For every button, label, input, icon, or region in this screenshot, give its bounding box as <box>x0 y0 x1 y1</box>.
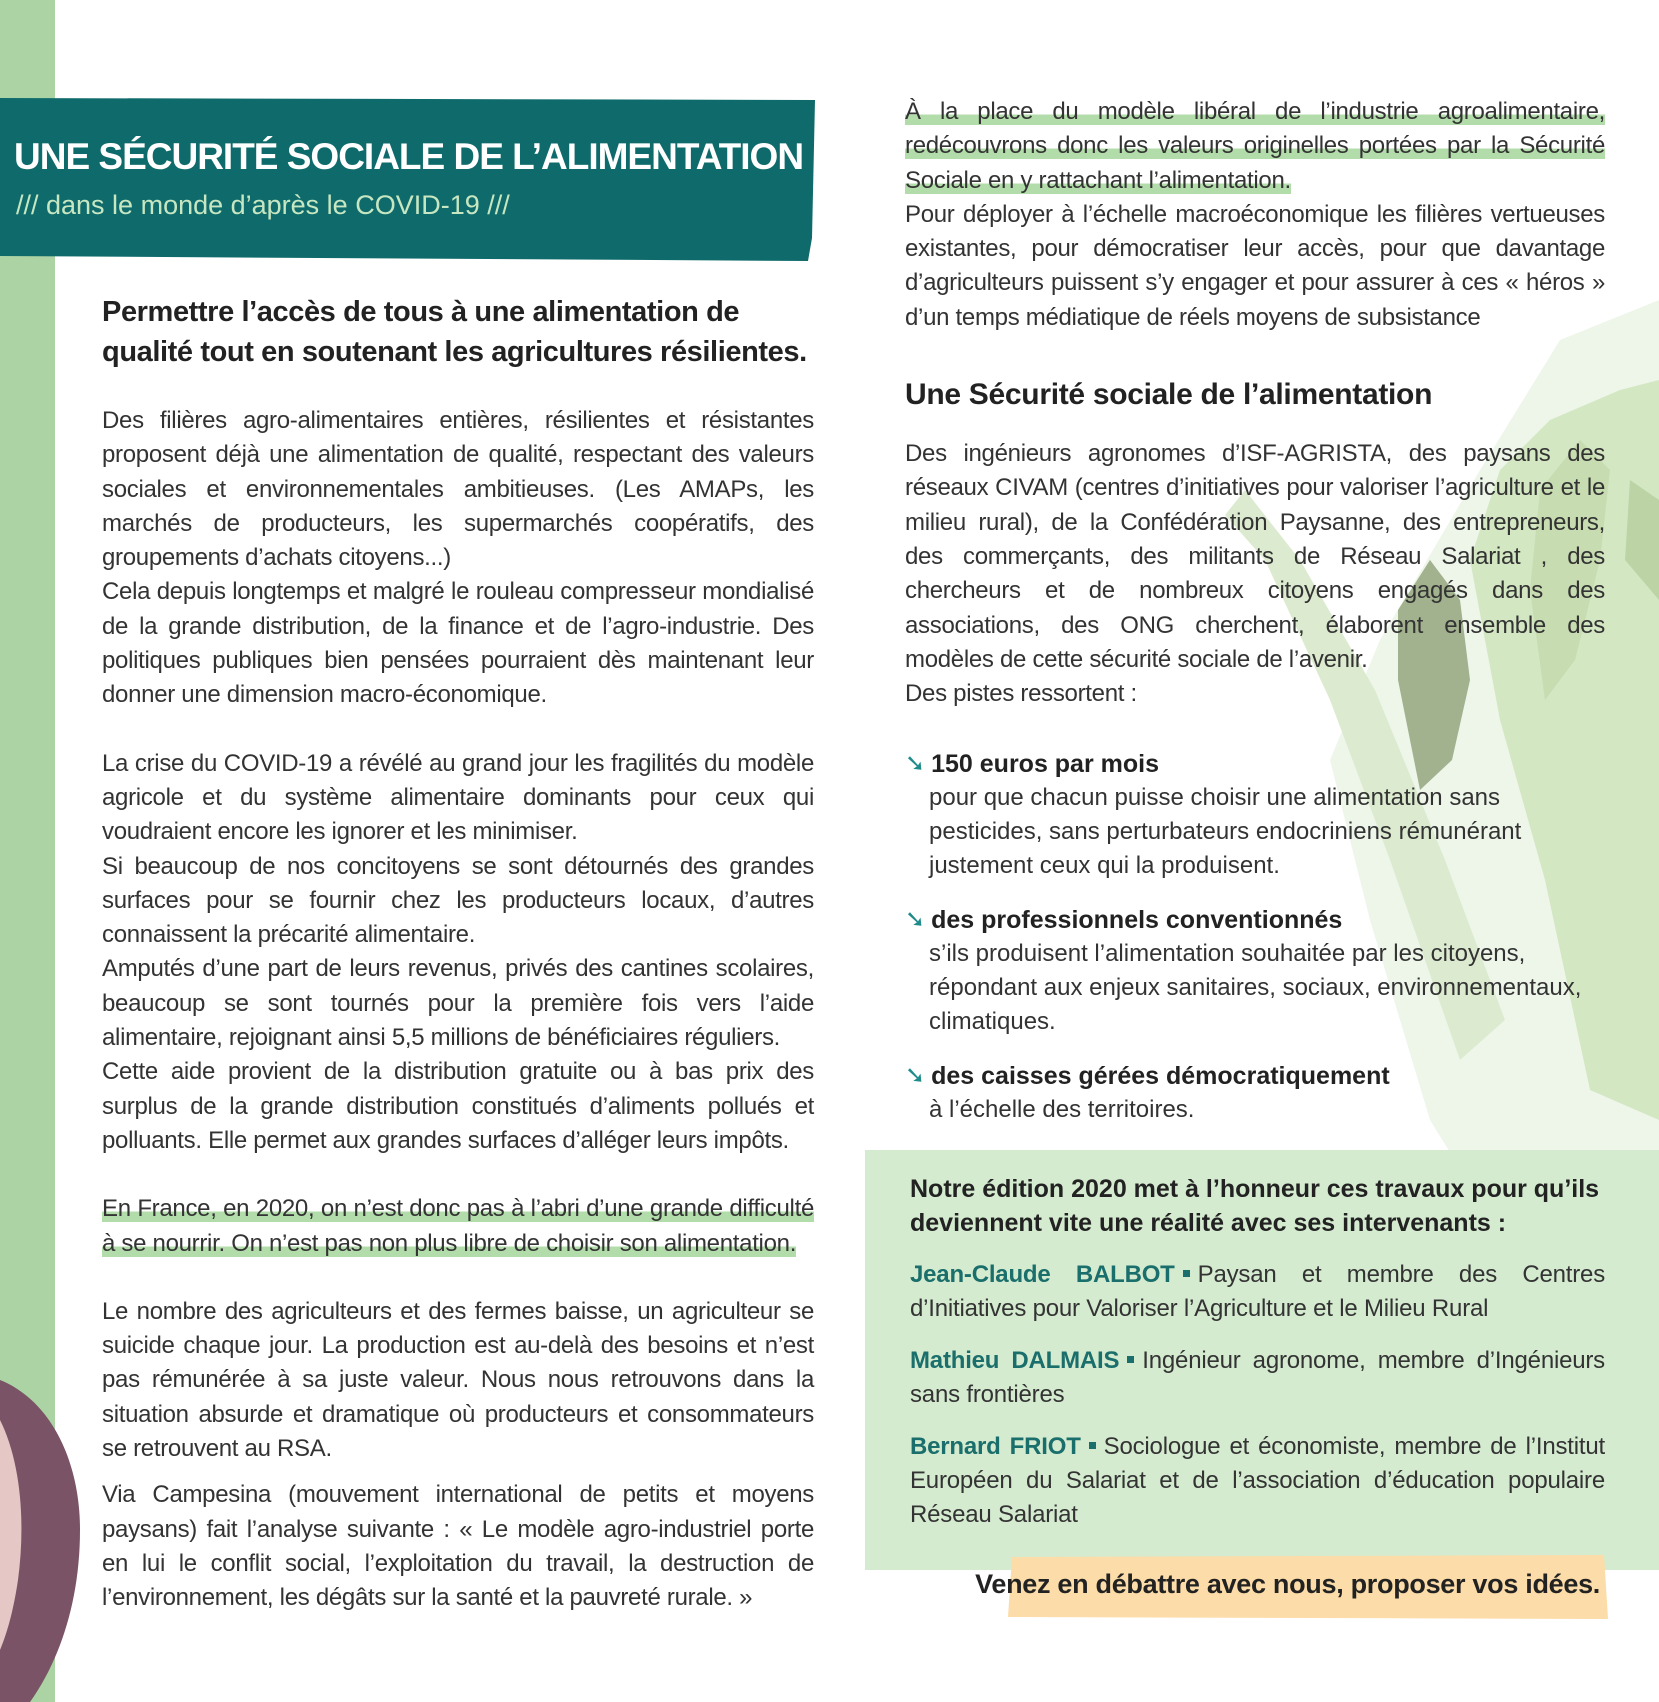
left-body <box>102 404 814 1616</box>
banner-title: UNE SÉCURITÉ SOCIALE DE L’ALIMENTATION <box>14 136 804 177</box>
paragraph-6: Cette aide provient de la distribution gratuite ou à bas prix des surplus de la grande distribution constitués d’aliments pollués et polluants. Elle permet aux grandes surfaces d’alléger leurs impôts. <box>102 1058 814 1154</box>
paragraph-9: Via Campesina (mouvement international de petits et moyens paysans) fait l’analyse suivante : « Le modèle agro-industriel porte en lui le conflit social, l’exploitation du travail, la destruction de l’environnement, les dégâts sur la santé et la pauvreté rurale. » <box>102 1481 814 1612</box>
speaker-name: Bernard FRIOT <box>910 1433 1081 1460</box>
speaker-description: Ingénieur agronome, membre d’Ingénieurs sans frontières <box>910 1347 1605 1408</box>
right-column <box>905 95 1605 1147</box>
paragraph-deploy: Pour déployer à l’échelle macroéconomique les filières vertueuses existantes, pour démocratiser leur accès, pour que davantage d’agriculteurs puissent s’y engager et pour assurer à ces « héros » d’un temps médiatique de réels moyens de subsistance <box>905 200 1605 331</box>
paragraph-1: Des filières agro-alimentaires entières, résilientes et résistantes proposent déjà une alimentation de qualité, respectant des valeurs sociales et environnementales ambitieuses. (Les AMAPs, les marchés de producteurs, les supermarchés coopératifs, des groupements d’achats citoyens...) <box>102 407 814 572</box>
right-body-mid <box>905 437 1605 711</box>
bullet-square-icon <box>1183 1270 1190 1277</box>
speakers-heading: Notre édition 2020 met à l’honneur ces travaux pour qu’ils deviennent vite une réalité avec ses intervenants : <box>910 1175 1600 1237</box>
speaker-description: Sociologue et économiste, membre de l’Institut Européen du Salariat et de l’association d’éducation populaire Réseau Salariat <box>910 1433 1605 1528</box>
piste-title: des professionnels conventionnés <box>931 906 1343 935</box>
lead-heading: Permettre l’accès de tous à une alimentation de qualité tout en soutenant les agricultures résilientes. <box>102 296 807 368</box>
left-column <box>102 292 814 1616</box>
bullet-square-icon <box>1127 1356 1134 1363</box>
piste-title: 150 euros par mois <box>931 750 1159 779</box>
section-heading: Une Sécurité sociale de l’alimentation <box>905 378 1433 412</box>
speaker-name: Jean-Claude BALBOT <box>910 1261 1175 1288</box>
piste-body: s’ils produisent l’alimentation souhaitée par les citoyens, répondant aux enjeux sanitaires, sociaux, environnementaux, climatiques. <box>929 940 1582 1036</box>
call-to-action <box>975 1555 1608 1619</box>
paragraph-4: Si beaucoup de nos concitoyens se sont détournés des grandes surfaces pour se fournir chez les producteurs locaux, d’autres connaissent la précarité alimentaire. <box>102 852 814 949</box>
piste-item <box>905 903 1605 1039</box>
speaker-entry <box>910 1258 1605 1326</box>
piste-title: des caisses gérées démocratiquement <box>931 1062 1390 1091</box>
piste-item <box>905 1059 1605 1127</box>
arrow-icon: ➘ <box>905 1062 926 1090</box>
highlighted-paragraph <box>102 1192 814 1261</box>
paragraph-actors: Des ingénieurs agronomes d’ISF-AGRISTA, des paysans des réseaux CIVAM (centres d’initiatives pour valoriser l’agriculture et le milieu rural), de la Confédération Paysanne, des entrepreneurs, des commerçants, des militants de Réseau Salariat , des chercheurs et de nombreux citoyens engagés dans des associations, des ONG cherchent, élaborent ensemble des modèles de cette sécurité sociale de l’avenir. <box>905 440 1605 673</box>
piste-item <box>905 747 1605 883</box>
bullet-square-icon <box>1089 1442 1096 1449</box>
speakers-box <box>910 1172 1605 1550</box>
banner-shape <box>0 98 815 261</box>
speaker-name: Mathieu DALMAIS <box>910 1347 1120 1374</box>
title-banner <box>0 98 815 261</box>
paragraph-5: Amputés d’une part de leurs revenus, privés des cantines scolaires, beaucoup se sont tournés pour la première fois vers l’aide alimentaire, rejoignant ainsi 5,5 millions de bénéficiaires réguliers. <box>102 955 814 1052</box>
highlighted-intro <box>905 95 1605 198</box>
speaker-description: Paysan et membre des Centres d’Initiatives pour Valoriser l’Agriculture et le Milieu Rural <box>910 1261 1606 1322</box>
paragraph-2: Cela depuis longtemps et malgré le rouleau compresseur mondialisé de la grande distribution, de la finance et de l’agro-industrie. Des politiques publiques bien pensées pourraient dès maintenant leur donner une dimension macro-économique. <box>102 578 814 709</box>
piste-body: à l’échelle des territoires. <box>929 1096 1195 1124</box>
highlight-intro-text: À la place du modèle libéral de l’industrie agroalimentaire, redécouvrons donc les valeurs originelles portées par la Sécurité Sociale en y rattachant l’alimentation. <box>905 98 1605 194</box>
paragraph-pistes-intro: Des pistes ressortent : <box>905 680 1137 708</box>
right-body-top <box>905 95 1605 335</box>
highlight-text: En France, en 2020, on n’est donc pas à l’abri d’une grande difficulté à se nourrir. On n’est pas non plus libre de choisir son alimentation. <box>102 1195 814 1257</box>
arrow-icon: ➘ <box>905 750 926 778</box>
paragraph-3: La crise du COVID-19 a révélé au grand jour les fragilités du modèle agricole et du système alimentaire dominants pour ceux qui voudraient encore les ignorer et les minimiser. <box>102 749 814 846</box>
speaker-entry <box>910 1344 1605 1412</box>
banner-subtitle: /// dans le monde d’après le COVID-19 /// <box>16 190 510 220</box>
pistes-list <box>905 747 1605 1127</box>
cta-text: Venez en débattre avec nous, proposer vos idées. <box>975 1569 1600 1599</box>
speaker-entry <box>910 1430 1605 1532</box>
arrow-icon: ➘ <box>905 906 926 934</box>
piste-body: pour que chacun puisse choisir une alimentation sans pesticides, sans perturbateurs endocriniens rémunérant justement ceux qui la produisent. <box>929 784 1522 880</box>
paragraph-8: Le nombre des agriculteurs et des fermes baisse, un agriculteur se suicide chaque jour. La production est au-delà des besoins et n’est pas rémunérée à sa juste valeur. Nous nous retrouvons dans la situation absurde et dramatique où producteurs et consommateurs se retrouvent au RSA. <box>102 1297 814 1463</box>
